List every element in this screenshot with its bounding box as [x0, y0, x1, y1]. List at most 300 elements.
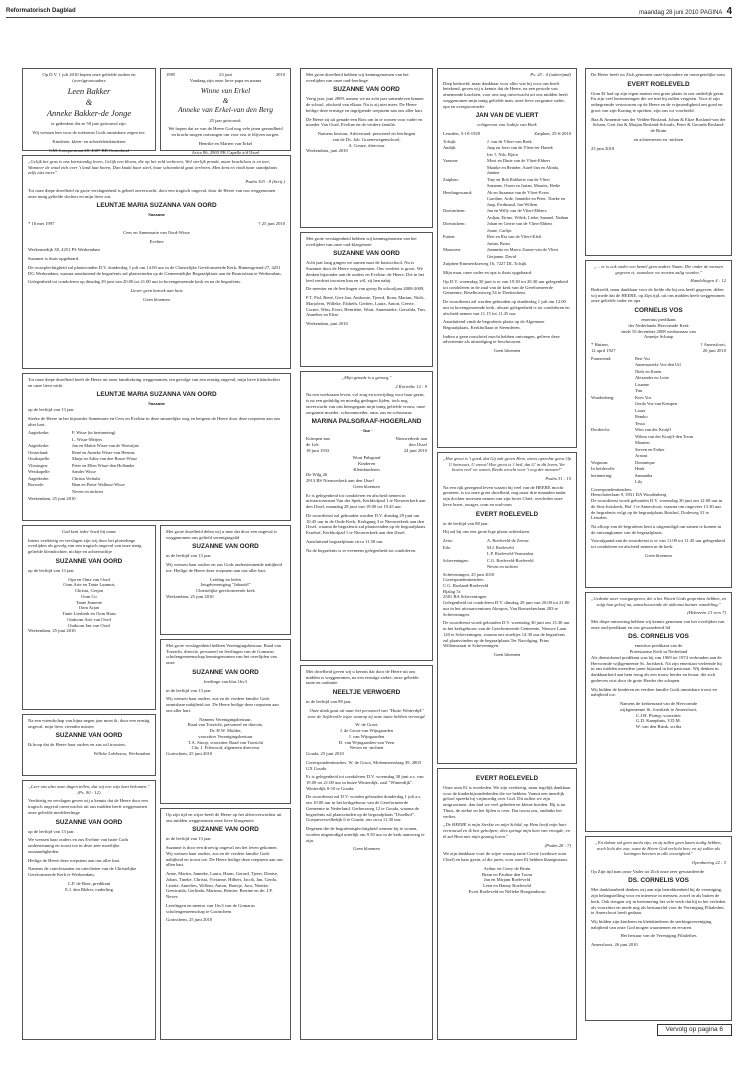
address-line: Bjalag 7a [443, 588, 461, 594]
family-entry-place: Oostkapelle: [28, 456, 51, 462]
ad14-text4: Degenen die de begrafenisplechtigheid wensen bij te wonen, worden uitgenodigd uiterlijk om 9.50 uur in de kerk aanwezig te zijn. [306, 826, 425, 843]
address-line: De Wilg 26 [306, 472, 328, 478]
ad6-name: SUZANNE VAN OORD [55, 732, 123, 740]
continue-page-link[interactable]: Vervolg op pagina 6 [657, 1024, 732, 1036]
ad1-intro: Op D.V. 1 juli 2010 hopen onze geliefde ouders en (over)grootouders [42, 72, 136, 83]
family-entry-place: herinnering: [591, 472, 613, 478]
family-entry-place: Aagtekerke: [28, 443, 50, 449]
family-entry-names: M.J. Roeleveld [487, 544, 514, 550]
ad12-text2: Leerlingen en mentor van 1hv3 van de Gomarus scholengemeenschap te Gorinchem [166, 902, 255, 914]
ad13-born [306, 436, 330, 453]
ad5-age: op de leeftijd van 13 jaar. [28, 567, 75, 573]
subtitle-line: Protestantse Kerk in Nederland [629, 649, 688, 655]
family-entry-place: In liefdevolle [591, 466, 615, 472]
signature-line: Leen en Hanny Roeleveld [483, 883, 531, 889]
family-entry-place [591, 408, 633, 414]
death-notice-suzanne-primary-school [300, 68, 433, 228]
signature-line: Bram en Pauline den Toom [481, 871, 533, 877]
family-entry-place: Doetinchem: [443, 208, 466, 214]
ad8-text2: De Heere zij uit genade een Rots om in te wonen voor vader en moeder Van Oord, Eveline en de verdere familie. [306, 116, 423, 128]
family-entry-place [591, 401, 633, 407]
family-entry-place [443, 241, 485, 247]
anniversary-ad-van-erkel [160, 68, 291, 155]
address-line: 2581 BA Scheveningen [443, 594, 487, 600]
family-entry-place: Scheveningen: [443, 557, 469, 563]
pagina-label: PAGINA [700, 10, 723, 16]
ad19-quote: „... er is ook onder een hemel geen andere Naam, Die onder de mensen gegeven is, waardoor we moeten zalig worden." [594, 264, 723, 275]
family-entry-place [591, 434, 633, 440]
address-line: 2913 BS Nieuwerkerk aan den IJssel [306, 478, 374, 484]
family-entry-names: Mauike en Reinder, Aurel-Jan en Alinda, Jantine [487, 164, 559, 176]
ad8-intro: Met grote droefheid hebben wij kennisgenomen van het overlijden van onze oud-leerlinge [306, 72, 409, 83]
ad2-date: 23 juni [219, 72, 232, 77]
family-entry-names: Arnout [635, 453, 648, 459]
family-entry-names: Gerjanne, David [487, 253, 517, 259]
family-member: Opa en Oma van Oord [68, 576, 110, 582]
family-entry-names: Johan en Gerrie van de Vliert-Ebbers [487, 221, 553, 227]
family-entry-names: Remko [635, 414, 648, 420]
death-notice-suzanne-classmates [160, 808, 291, 1040]
ad16-text3: Gelegenheid tot condoleren D.V. dinsdag 29 juni van 20.00 tot 21.00 uur in het uitvaartcentrum Akropos, Van Boetzelaerlaan 283 te Scheveningen. [443, 600, 570, 617]
family-entry-names: Suzanne, Owen en Jurian, Maurits, Hedie [487, 183, 561, 189]
signature-line: Jeugdvereniging "Jabaziël" [200, 582, 251, 588]
ad13-dates [306, 436, 427, 453]
family-entry-names: Caroline, Arde, Jannieke en Peter, Tineke en Jaap, Ferdinand, Jan-Willem [487, 196, 565, 207]
signature-line: A. Geuze, directeur [348, 142, 385, 148]
family-member: Oom Co [81, 593, 97, 599]
family-entry-place [443, 183, 485, 189]
ad3-flowers: Geen bloemen [143, 296, 170, 302]
signature-line: Jan en Mirjam Roeleveld [483, 877, 531, 883]
page-info [639, 6, 732, 19]
ad14-text: Met droefheid geven wij u kennis dat door de Heere uit ons midden is weggenomen, na een ernstige ziekte, onze geliefde tante en oudtante [306, 669, 419, 686]
ad18-date: 23 juni 2010 [591, 145, 615, 151]
family-entry-place [28, 437, 70, 443]
subtitle-line: Annetje Schaap [644, 334, 673, 340]
ad3-home: Suzanne is thuis opgebaard. [28, 256, 80, 262]
death-notice-suzanne-friend [22, 714, 156, 776]
ad2-addr: Arica 86, 2903 PK Capelle a/d IJssel [191, 149, 260, 155]
ad15-text5: Aansluitend vindt de begrafenis plaats op de Algemene Begraafplaats, Kerkhoflaan te Steenderen. [443, 319, 545, 330]
ad15-addr: Zutphen-Emmerikseweg 16, 7227 DL Tolsijk [443, 261, 527, 267]
signature-line: van de Ds. Joh. Groenewegenschool, [332, 136, 401, 142]
ad20-name: DS. CORNELIS VOS [628, 633, 689, 641]
family-entry-names: Dominique [635, 459, 655, 465]
ad12-place: Gorinchem, 25 juni 2010 [166, 917, 213, 923]
family-entry-place [443, 152, 485, 158]
ad14-corr: Correspondentieadres: W. de Groot, Molenmeerslaag 39, 2803 GX Gouda [306, 759, 421, 771]
death-notice-roeleveld-bosland [585, 68, 732, 256]
ad20-ref: (Hebreeën 13 vers 7) [687, 610, 726, 616]
family-entry-names: Jurian, Brian [487, 240, 510, 246]
signature-line: Namens de kerkenraad van de Hervormde [619, 701, 698, 707]
family-entry-place [591, 421, 633, 427]
ad15-name: JAN VAN DE VLIERT [475, 112, 539, 120]
ad3-quote: „Gelijk het gras is ons kortstondig leven, Gelijk een bloem, die op het veld verheven, Wel sierlijk pronkt, maar krachtloos is en teer, Wanneer de wind zich over 't land laat horen, Dan knakt haar steel, haar schoonheid gaat verloren, Men kent en vindt haar standplaats zelfs niet meer." [28, 159, 278, 176]
ad5-place: Werkendam, 25 juni 2010 [28, 628, 76, 634]
ad19-ref: Handelingen 4 : 12 [690, 278, 726, 284]
family-member: Tante Liesbeth en Oom Hans [62, 611, 116, 617]
ad13-text: Na een werkzaam leven, vol zorg en toewijding voor haar gezin, is na een geduldig en moedig gedragen lijden, toch nog onverwacht van ons heengegaan mijn innig geliefde vrouw, onze zorgzame moeder, schoonmoeder, oma, zus en schoonzus [306, 392, 426, 415]
family-member: D. van Wijngaarden-van Veen [338, 739, 395, 745]
page-number: 4 [726, 6, 732, 17]
family-entry-names: Samantha [635, 472, 653, 478]
ad13-quote: „Mijn genade is u genoeg." [341, 375, 392, 380]
ad20-quote: „Gedenkt uwer voorgangeren, die u het Woord Gods gesproken hebben, en volgt hun geloof na, aanschouwende de uitkomst hunner wandeling." [591, 596, 726, 607]
ad3-rouw: De rouwplechtigheid zal plaatsvinden D.V. donderdag 1 juli om 14.00 uur in de Christelijke Gereformeerde Kerk, Binnengriend 27, 4251 DG Werkendam, waarna aansluitend de begrafenis zal plaatsvinden op de Gemeentelijke Begraafplaats aan de Beatrixlaan te Werkendam. [28, 264, 282, 276]
family-entry-names: Wim van der Kruijff [635, 427, 671, 433]
death-notice-suzanne-grandparents [22, 525, 156, 710]
ad2-year: 1985 [166, 72, 176, 77]
ad2-name2: Anneke van Erkel-van den Berg [177, 105, 274, 115]
address-line: Henschoterlaan 9, 3931 DA Woudenberg [591, 492, 667, 498]
ad4-family-list [28, 430, 285, 494]
death-notice-van-de-vliert [437, 68, 577, 448]
family-entry-place [443, 165, 485, 176]
family-entry-names: Tiny en Rob Robberts van de Vliert [487, 176, 550, 182]
ad11-signatures [166, 717, 285, 751]
signature-line: wijkgemeente St. Joriskerk te Amersfoort, [619, 706, 698, 712]
family-entry-names: Moot en Dinie van de Vliert-Ebbers [487, 158, 551, 164]
ad10-text: Wij wensen haar ouders en zus Gods ondersteunende nabijheid toe. Heilige de Heere deze roepstem aan ons aller hart. [166, 562, 282, 573]
ad3-pref: Liever geen bezoek aan huis [130, 288, 183, 294]
family-entry-place [591, 453, 633, 459]
death-line: den IJssel [409, 441, 427, 447]
ad4-place: Werkendam, 25 juni 2010 [28, 496, 76, 502]
ad5-name: SUZANNE VAN OORD [55, 557, 123, 565]
ad19-family-list [591, 356, 726, 485]
family-entry-place: Westkapelle: [28, 469, 51, 475]
ad14-name: NEELTJE VERWOERD [332, 689, 401, 697]
death-line: 24 juni 2010 [403, 447, 427, 453]
family-entry-place: Vlissingen: [28, 462, 49, 468]
ad19-correspondence [591, 487, 726, 498]
ad11-name: SUZANNE VAN OORD [192, 668, 259, 676]
family-entry-place: Doetinchem: [443, 221, 466, 227]
ad21-text2: Met dankbaarheid denken wij aan zijn betrokkenheid bij de vereniging, zijn belangstelling voor en interesse in mensen, zowel in als buiten de kerk. Ook terugen wij in herinnering het vele werk dat hij in het verleden als voorzitter en mede nog als bestuurslid voor de Vereniging Filialethes te Amersfoort heeft gedaan. [591, 887, 726, 916]
family-entry-place [591, 382, 633, 388]
family-entry-place [443, 196, 485, 207]
family-entry-names: C.G. Roeleveld-Roeleveld [487, 557, 534, 563]
subtitle-line: sinds 10 december 2008 weduwnaar van [621, 328, 696, 334]
ad1-years: te gedenken dat ze 50 jaar getrouwd zijn. [51, 121, 127, 127]
death-notice-suzanne-club [160, 525, 291, 635]
family-entry-place [591, 362, 633, 368]
death-notice-roeleveld-nephews [437, 768, 577, 1040]
ad18-text2: Oom Ef had op zijn eigen manier een grote plaats in ons onderlijk gezin. En zijn veel herinneringen die we met bij zullen vergeten. Voor al zijn onbegrensde vertrouwen op de Heere en de vrijmoedigheid om goed en groot van zijn Koning te spreken, zijn ons tot voorbeeld. [591, 90, 725, 113]
ad2-kids: Henrike en Marten van Erkel [198, 140, 253, 146]
family-entry-names: Joane, Carlijn [487, 227, 512, 233]
ad18-text: De Heere heeft tot Zich genomen onze bijzondere en onvergetelijke oom [591, 72, 725, 77]
family-entry-names: Lily [635, 479, 643, 485]
family-member: Kleinkinderen [353, 466, 380, 472]
ad8-place: Werkendam, juni 2010 [306, 148, 348, 154]
family-member: Tante Jeanette [75, 599, 103, 605]
ad16-address [443, 572, 571, 601]
family-entry-names: A. Roeleveld-de Zeeuw [487, 538, 529, 544]
birth-line: Krimpen aan [306, 436, 330, 442]
signature-line: T.A. Stoop, voorzitter Raad van Toezicht [187, 739, 264, 745]
birth-line: 18 juni 1933 [306, 447, 330, 453]
ad19-text: Bedroefd, maar dankbaar voor de liefde die hij ons heeft gegeven, delen wij mede dat de HEERE, op Zijn tijd, uit ons midden heeft weggenomen onze geliefde vader en opa [591, 286, 725, 304]
family-entry-place [443, 564, 485, 570]
ad16-quote: „Hoe groot is 't goed, dat Gij zult geven Hem, wiens oprechte geest Op U betrouwt, U vreest! Hoe groot is 't heil, dat G' in dit leven, Ver boven veel' en waren, Reeds wrocht voor 't oog der mensen!" [443, 456, 571, 473]
ad13-name: MARINA PALSGRAAF-HOGERLAND [311, 418, 422, 426]
family-entry-names: Peter en Ellen Wisse-den Hollander [72, 462, 135, 468]
family-entry-names: Bert Vos [635, 355, 651, 361]
ad12-names: Anne, Martin, Janneke, Laura, Harm, Gerard, Tjeert, Denise, Johan, Tineke, Christa, Vivianne, Hilbert, Jacob, Jan, Gerda, Lisette, Annelies, Willem, Anton, Hartsje, Jaco, Nienke, Geertruida, Gerlinda, Marinus, Reinier, Bertine en de: J.P. Neves [166, 871, 279, 900]
ad19-text4: Voorafgaand aan de rouwdienst is er van 11.00 tot 11.45 uur gelegenheid tot condoleren en afscheid nemen in de kerk. [591, 538, 725, 550]
ad13-text5: Na de begrafenis is er eveneens gelegenheid tot condoleren. [306, 547, 417, 553]
ad13-family [306, 455, 427, 472]
death-notice-suzanne-grandmother [22, 373, 291, 521]
family-entry-names: Marja en Adrie van den Bosse-Wisse [72, 456, 138, 462]
death-notice-suzanne-catechesis [22, 780, 156, 1040]
family-entry-names: Jeannette en Marco Zomer-van de Vliert [487, 247, 559, 253]
family-entry-place [443, 254, 485, 260]
family-entry-place: Oosterland: [28, 449, 49, 455]
family-entry-names: Niels en Karen [635, 368, 662, 374]
signature-line: W. van den Brink, scriba [635, 724, 682, 729]
ad3-born: * 16 mei 1997 [28, 221, 55, 227]
page-date: maandag 28 juni 2010 [639, 10, 699, 16]
ad4-age: op de leeftijd van 13 jaar. [28, 407, 75, 413]
family-entry-place [591, 375, 633, 381]
ad18-name: EVERT ROELEVELD [627, 80, 690, 88]
ad17-quote: „De HEERE is mijn Sterkte en mijn Schild, op Hem heeft mijn hart vertrouwd en ik ben geholpen; dies springt mijn hart van vreugde, en ik zal Hem met mijn gezang loven." [443, 822, 570, 839]
ad17-text: Onze oom Ef is overleden. We zijn verdrietig, maar tegelijk dankbaar voor de kinderbijzonderheden die we hebben. Vanuit een innerlijk geloof spreekt hij vrijmoedig over God. Dit zullen we zijn ontgrootmen, dan had we veel gebeden en kleine hoeden. Hij is nu Thuis, de ziekte en het lijden is over. Dat troost ons, ondanks het verlies. [443, 785, 571, 819]
ad11-intro: Met grote verslagenheid hebben Verenigingsbestuur, Raad van Toezicht, directie, personeel en leerlingen van de Gomarus scholengemeenschap kennisgenomen van het overlijden van onze [166, 643, 281, 666]
ad19-name: CORNELIS VOS [634, 307, 683, 315]
family-entry-names: L.P. Roeleveld-Vermeulen [487, 551, 534, 557]
ad17-signatures [443, 866, 571, 895]
signature-line: Arthur en Gerry de Bruin [483, 865, 531, 871]
signature-line: Namens bestuur, Adviesraad, personeel en leerlingen [317, 131, 416, 137]
family-entry-place [591, 447, 633, 453]
ad3-sister: Eveline [149, 238, 164, 244]
ad20-signatures [591, 701, 726, 730]
ad3-nick: Suzanne [148, 212, 165, 218]
ad12-age: in de leeftijd van 13 jaar. [166, 836, 212, 842]
ad19-text2: De rouwdienst wordt gehouden D.V. woensdag 30 juni om 12.00 uur in de Sint-Joriskerk, Hof 1 te Amersfoort, waarna om ongeveer 13.30 uur de begrafenis volgt op de begraafplaats Rusthof, Dodeweg 31 te Leusden. [591, 498, 723, 521]
ad15-text4: De rouwdienst zal worden gehouden op donderdag 1 juli om 12.00 uur in bovengenoemde kerk, alwaar gelegenheid is tot condoleren en afscheid nemen van 11.15 tot 11.45 uur. [443, 299, 570, 316]
ad20-text2: Als dienstdoend predikant was hij van 1969 tot 1974 verbonden aan de Hervormde wijkgemeente St. Joriskerk. Na zijn emeritaat verleende hij in ons midden meerdere jaren bijstand in het pastoraat. Wij denken in dankbaarheid aan hem terug als een trouw herder en leraar, die zich gedreven wist door de grote Herder der schapen. [591, 654, 722, 683]
ad2-text: We hopen dat ze van de Heere God nog vele jaren gezondheid en kracht mogen ontvangen om voor ons te blijven zorgen. [168, 126, 283, 138]
ad13-nick: - Ina - [360, 428, 373, 434]
ad3-ref: Psalm 103 : 8 (berij.) [245, 179, 285, 185]
family-entry-place: Ede: [443, 544, 452, 550]
death-notice-verwoerd [300, 665, 433, 1040]
ad19-flowers: Geen bloemen [645, 552, 672, 558]
address-line: Scheveningen, 25 juni 2010 [443, 571, 495, 577]
ad7-text: Verdrietig en verslagen geven wij u kennis dat de Heere door een tragisch ongeval onverwachts uit ons midden heeft weggenomen onze geliefde medeleerlinge [28, 798, 148, 815]
family-entry-names: Laura [635, 407, 646, 413]
ad3-parents: Cees en Annemarie van Oord-Wisse [123, 229, 190, 235]
ad12-name: SUZANNE VAN OORD [192, 826, 259, 834]
ad2-year2: 2010 [275, 72, 285, 77]
family-member: Oom Arie en Tante Lummis [63, 582, 115, 588]
ad8-text: Vorig jaar, juni 2009, namen we na acht jaar samenleven binnen de school, afscheid van elkaar. Nu is zij niet meer. De Heere heilige deze ernstige en ingrijpende roepstem aan ons aller hart. [306, 96, 424, 113]
ad21-name: DS. CORNELIS VOS [628, 877, 689, 885]
life-date: Zutphen, 25-6-2010 [534, 131, 571, 137]
ad14-age: in de leeftijd van 88 jaar. [306, 699, 352, 705]
ad13-flowers: Geen bloemen [353, 483, 380, 489]
ad21-text: Op Zijn tijd nam onze Vader tot Zich onze zeer gewaardeerde [591, 868, 705, 874]
ad21-text3: Wij bidden zijn kinderen en kleinkinderen de sterkingsvereniging nabijheid van onze God mogen waarnemen en ervaren. [591, 919, 712, 930]
family-entry-place: Borssele: [28, 482, 45, 488]
signature-line: Leiding en leden [210, 576, 241, 582]
family-entry-place: Aagtekerke: [28, 430, 50, 436]
family-entry-place [591, 414, 633, 420]
ad8-name: SUZANNE VAN OORD [333, 86, 400, 94]
family-entry-place: Tolsijk: [443, 138, 457, 144]
ad3-dates [28, 221, 285, 227]
ad16-age: in de leeftijd van 88 jaar. [443, 520, 489, 526]
death-notice-palsgraaf [300, 371, 433, 661]
ad21-ref: Openbaring 22 : 5 [691, 859, 726, 865]
ad9-text: Acht jaar lang gingen we samen naar de basisschool. Nu is Suzanne door de Heere weggenomen. Ons verdriet is groot. We denken bijzonder aan de ouders en Eveline: de Heere, Die in het leed verdriet troosten kan en wil, zij hen nabij. [306, 260, 425, 283]
ad7-name: SUZANNE VAN OORD [55, 818, 123, 826]
ad12-intro: Op zijn tijd en wijze heeft de Heere op het allerovеrwachtst uit ons midden weggenomen onze lieve klasgenote [166, 812, 282, 823]
ad21-place: Amersfoort, 26 juni 2010 [591, 942, 638, 948]
family-entry-names: L. Wisse-Meijers [72, 436, 103, 442]
signature-line: Chr. J. Filewood, algemeen directeur [191, 745, 260, 751]
ad15-family-list [443, 139, 571, 260]
family-entry-names: Sander Wisse [72, 469, 96, 475]
family-entry-names: Neven en nichten [487, 564, 518, 570]
family-entry-place [591, 388, 633, 394]
family-entry-names: Bert en Ria van de Vliert-Kleft [487, 234, 542, 240]
ad15-ref: Ps. 25 : 4 (oaberijmd) [530, 72, 571, 77]
address-line: Correspondentieadres: [443, 577, 485, 583]
ad4-text: Sterke de Heere in het bijzonder Annemarie en Cees en Eveline in deze smartelijke weg en hetgeen de Heere door deze roepstem aan ons alter hart. [28, 415, 281, 427]
ad6-sig: Willeke Lobbezoo, Werkendam [93, 751, 150, 757]
ad14-quote: Onze dank gaat uit naar het personeel van "Huize Winterdijk" voor de liefdevolle wijze waarop zij onze tante hebben verzorgd. [307, 707, 426, 719]
ad10-place: Werkendam, 25 juni 2010 [166, 593, 214, 599]
ad21-quote: „En eldaar zal geen nacht zijn, en zij zullen geen kaars nodig hebben, noch licht der zon; want de Heere God verlicht hen; en zij zullen als koningen heersen in alle eeuwigheid." [595, 840, 722, 857]
ad13-died [395, 436, 427, 453]
ad7-text2: We wensen haar ouders en zus Eveline van harte Gods ondersteuning en troost toe in deze zeer moeilijke omstandigheden. [28, 837, 129, 854]
ad14-flowers: Geen bloemen [353, 846, 380, 852]
family-entry-names: Iris †, Nils, Björn [487, 151, 518, 157]
signature-line: E.J. den Bleker, ouderling [65, 886, 113, 892]
signature-line: Christelijke gereformeerde kerk [196, 588, 255, 594]
family-member: Oudoom Arie van Oord [67, 616, 111, 622]
signature-line: voorzitter Verenigingsbestuur [198, 733, 253, 739]
ad9-text2: De meester en de leerlingen van groep 8a schooljaar 2008-2009, [306, 286, 425, 292]
family-entry-names: Kees Vos [635, 394, 652, 400]
family-entry-names: Maarten [635, 440, 650, 446]
ad3-died: † 25 juni 2010 [258, 221, 285, 227]
signature-line: Evert Roeleveld en Nelleke Hoogendoorn [468, 888, 546, 894]
ad15-flowers: Geen bloemen [493, 348, 521, 354]
ad3-text: Tot onze diepe droefheid en grote verslagenheid is geheel onverwacht, door een tragisch ongeval, door de Heere van ons weggenomen onze innig geliefde dochter en mijn lieve zus [28, 187, 276, 199]
family-entry-place [28, 489, 70, 495]
family-member: Wout Palsgraaf [352, 455, 381, 461]
ad15-text: Diep bedroefd, maar dankbaar voor alles wat hij voor ons heeft betekend, geven wij u kennis dat de Heere, na een periode van afnemende krachten, voor ons nog onverwacht uit ons midden heeft weggenomen mijn innig geliefde man, onze lieve zorgzame vader, opa en overgrootvader [443, 80, 568, 109]
ad17-ref: (Psalm 28 : 7) [544, 842, 571, 848]
ad8-signatures [306, 131, 427, 148]
ad4-nick: Suzanne [148, 401, 165, 407]
family-member: Oudoom Jan van Oord [68, 622, 110, 628]
ad14-place: Gouda, 25 juni 2010 [306, 751, 344, 757]
ad2-name1: Winne van Erkel [200, 86, 251, 96]
ad12-text: Suzanne is door een droevig ongeval om het leven gekomen. Wij wensen haar ouders, zus en de verdere familie Gods nabijheid en troost toe. De Heere heilige deze roepstem aan ons allen hart. [166, 845, 283, 868]
ad1-kids: Kinderen, klein- en achterkleinkinderen [52, 138, 126, 144]
subtitle-line: der Nederlands Hervormde Kerk [628, 322, 689, 328]
ad2-years: 25 jaar getrouwd. [209, 117, 242, 123]
ad3-condo: Gelegenheid tot condoleren op dinsdag 29 juni van 20.00 tot 21.00 uur in bovengenoemde kerk en na de begrafenis. [28, 279, 242, 285]
family-entry-names: Ab en Suzanna van de Vliert-Evers [487, 189, 549, 195]
family-entry-place: Aagtekerke: [28, 475, 50, 481]
ad16-ref: Psalm 31 : 15 [545, 475, 571, 481]
ad16-text4: De rouwdienst wordt gehouden D.V. woensdag 30 juni om 13.30 uur in het kerkgebouw van de Gereformeerde Gemeente, Nieuwe Laan 120 te Scheveningen, waarna ons stoeltjes 14.30 uur de begrafenis zal plaatsvinden op de begraafplaats Ter Navolging, Prins Willemstraat te Scheveningen. [443, 620, 570, 649]
ad6-text2: Ik hoop dat de Heere haar ouders en zus wil troosten. [28, 742, 126, 748]
ad19-subtitle [591, 317, 726, 340]
ad7-signatures [28, 881, 150, 892]
family-entry-place [443, 228, 485, 234]
ad18-kids: en achterneven en -nichten [633, 136, 684, 142]
ad14-text2: Er is gelegenheid tot condoleren D.V. woensdag 30 juni a.s. van 19.00 tot 21.00 uur in huize Winterdijk, zaal "Winterdijk", Winterdijk 8-10 te Gouda. [306, 774, 424, 791]
ad1-addr: S.M. Lonquestraat 28, 4307 BB Oosterland [49, 147, 129, 153]
ad15-sub: echtgenoot van Juditje van Beek [477, 122, 537, 128]
family-entry-place: Vaassen: [443, 158, 459, 164]
death-notice-roeleveld-family [437, 452, 577, 764]
ad10-intro: Met grote droefheid delen wij u mee dat door een ongeval is weggenomen ons geliefd verenigingslid [166, 529, 277, 540]
family-entry-names: Steven en Esther [635, 446, 665, 452]
family-entry-names: P. Wisse (in herinnering) [72, 430, 116, 436]
birth-line: * Huizen, [591, 342, 609, 348]
family-entry-names: Jan en Willy van de Vliert-Ebbers [487, 208, 547, 214]
ad10-signatures [166, 577, 285, 594]
family-entry-place [443, 551, 485, 557]
ad16-text: Na een rijk gezegend leven waarin hij veel van de HEERE mocht genieten, is tot onze grote droefheid, nog maar drie maanden nadat zijn dochter moesten nemen van zijn broer Chiel, overleden onze lieve broer, zwager, oom en oud-oom [443, 484, 566, 507]
family-entry-names: Tim [635, 388, 643, 394]
ad11-sub: leerlinge van klas 1hv3 [204, 678, 247, 684]
ad10-name: SUZANNE VAN OORD [192, 543, 259, 551]
family-entry-place: Zeist: [443, 538, 453, 544]
paper-name: Reformatorisch Dagblad [6, 8, 76, 14]
ad20-text: Met diepe ontroering hebben wij kennis genomen van het overlijden van onze oud-predikant en ons gewaardeerd lid [591, 618, 725, 630]
ad15-dates [443, 131, 571, 137]
ad5-text: Intens verdrietig en verslagen zijn wij door het plotselinge overlijden als gevolg van een tragisch ongeval van onze innig geliefde kleindochter, nichtje en achternichtje [28, 537, 142, 555]
ad2-couple [166, 86, 285, 114]
life-date: Leusden, 5-10-1929 [443, 131, 480, 137]
ad9-names: F.T. Pisl, René, Gert-Jan, Anthonie, Tjeerd, Ilona, Marian, Niels, Marjolein, Willeke, Elsbeth, Gerben, Laura, Anton, Geerte, Corine, Wim, Evert, Henriëtte, Wout, Annemieke, Gerralda, Tim, Annelies en Elize [306, 295, 426, 318]
family-entry-names: Gerda Vos-van Kempen [635, 401, 678, 407]
family-entry-names: J. van de Vliert-van Beek [487, 138, 532, 144]
family-entry-place: Woudenberg: [591, 394, 615, 400]
family-entry-place: Maarssen: [443, 247, 462, 253]
ad3-name: LEUNTJE MARIA SUZANNA VAN OORD [96, 202, 217, 210]
ad19-died [700, 342, 726, 353]
ad15-text6: Indien u geen rouwbrief mocht hebben ontvangen, gelieve deze advertentie als uitnodiging te beschouwen. [443, 333, 560, 345]
family-entry-names: Alexander en Lotte [635, 375, 669, 381]
family-member: J. van Wijngaarden [348, 733, 385, 739]
family-entry-names: René en Anneke Wisse-van Heemst [72, 449, 135, 455]
ad18-family: Baa & Annemie van der Velden-Bosland, Johan & Elize Bosland-van der Scham, Gert Jan & Marjan Bosland-Schouls, Peter & Gerarda Bosland-de Bruin [591, 116, 726, 134]
ad13-address [306, 472, 427, 483]
ad9-place: Werkendam, juni 2010 [306, 321, 348, 327]
subtitle-line: emeritus predikant van de [634, 643, 683, 649]
address-line: Correspondentieadres: [591, 486, 633, 492]
death-line: Nieuwerkerk aan [395, 436, 427, 442]
ad19-dates [591, 342, 726, 353]
ad13-text3: De rouwdienst zal gehouden worden D.V. dinsdag 29 juni om 10.45 uur in de Oude Kerk, Kerkgang 3 te Nieuwerkerk aan den IJssel, waarna de begrafenis zal plaatsvinden op de begraafplaats Essehof, Kerkhofpad 1 te Nieuwerkerk aan den IJssel. [306, 512, 426, 536]
family-entry-names: Jaap en Joeri van de Vliert-ter Haerdt [487, 145, 553, 151]
ad13-ref: 2 Korinthe 12 : 9 [395, 383, 427, 389]
signature-line: G.D. Kamphuis, V.D.M. [636, 718, 681, 724]
